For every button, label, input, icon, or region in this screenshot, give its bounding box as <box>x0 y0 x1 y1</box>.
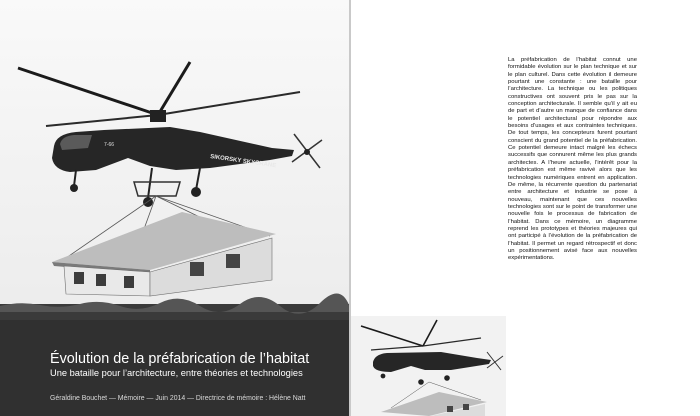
cover-credits: Géraldine Bouchet — Mémoire — Juin 2014 — Directrice de mémoire : Hélène Natt <box>50 395 306 402</box>
helicopter-thumbnail <box>351 316 506 416</box>
cover-page <box>0 0 349 416</box>
text-page <box>351 0 700 416</box>
fuselage-marking: SIKORSKY SKYCRANE <box>209 154 277 170</box>
thumbnail-photo <box>351 316 506 416</box>
helicopter-house-photo <box>0 0 349 320</box>
abstract-paragraph: La préfabrication de l’habitat connut une formidable évolution sur le plan technique et sur le plan culturel. Dans cette évolution il demeure pourtant une constante : une bataille pour l’architecture. La technique ou les politiques constructives ont souvent pris le pas sur la conception architecturale. Il semble qu’il y ait eu de part et d’autre un manque de confiance dans le potentiel architectural pour répondre aux besoins d’usages et aux contraintes techniques. De tout temps, les concepteurs furent pourtant conscient du grand potentiel de la préfabrication. Ce potentiel demeure intact malgré les échecs successifs que connurent même les plus grands architectes. A l’heure actuelle, l’intérêt pour la préfabrication est même ravivé alors que les technologies numériques entrent en application. De même, la récurrente question du partenariat entre architecture et industrie se pose à nouveau, maintenant que ces nouvelles technologies sont sur le point de transformer une nouvelle fois le processus de fabrication de l’habitat. Dans ce mémoire, un diagramme reprend les prototypes et théories majeures qui ont participé à l’évolution de la préfabrication de l’habitat. Il permet un regard rétrospectif et donc un positionnement avisé face aux nouvelles expérimentations. <box>508 57 637 262</box>
cover-subtitle: Une bataille pour l’architecture, entre théories et technologies <box>50 368 303 378</box>
tail-number: 7-66 <box>104 142 115 148</box>
cover-title: Évolution de la préfabrication de l’habitat <box>50 351 310 367</box>
cover-photo <box>0 0 349 320</box>
